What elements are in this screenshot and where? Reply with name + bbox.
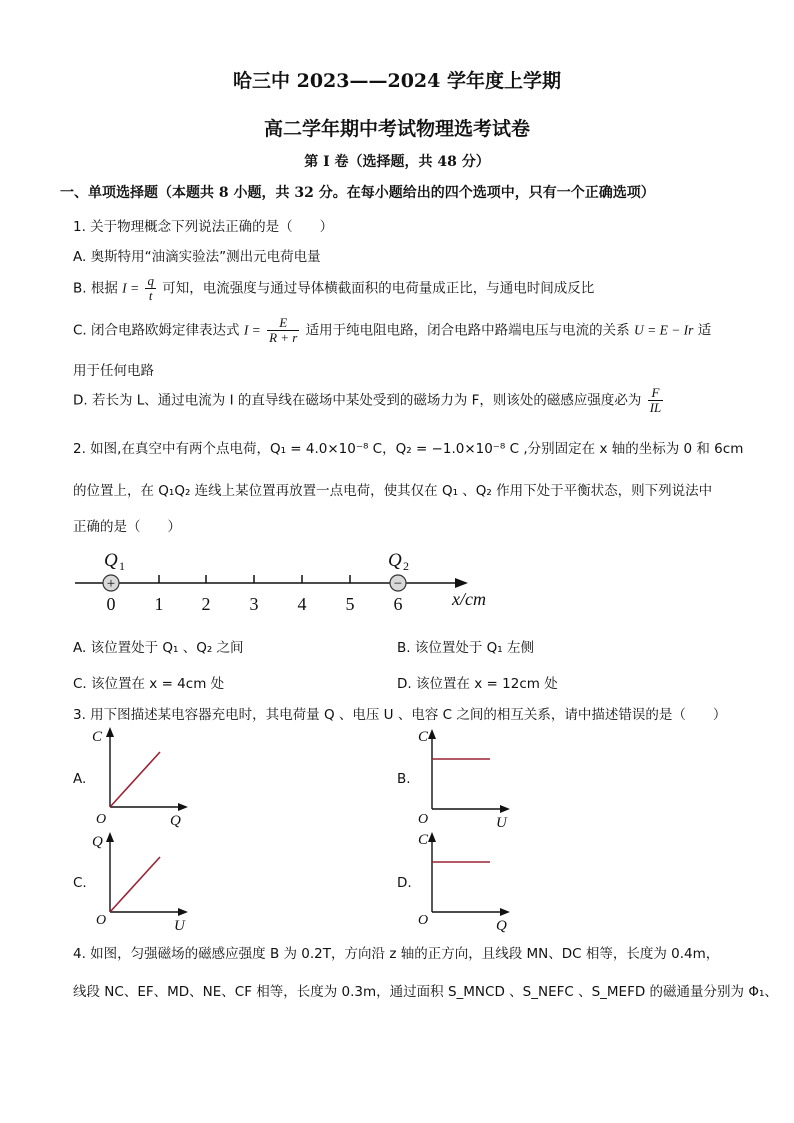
q1-d-numerator: F: [648, 386, 664, 401]
q1-option-d: [73, 386, 665, 415]
charge-q2-subscript: 2: [403, 559, 409, 573]
graph-c-x-label: U: [174, 918, 185, 934]
graph-d-x-label: Q: [496, 918, 507, 934]
q1-option-a: A. 奥斯特用“油滴实验法”测出元电荷电量: [73, 249, 321, 265]
q1-c-denominator: R + r: [269, 330, 298, 345]
q4-stem-line2: 线段 NC、EF、MD、NE、CF 相等，长度为 0.3m，通过面积 S_MNCD 、S_NEFC 、S_MEFD 的磁通量分别为 Φ₁、: [73, 984, 778, 1000]
q1-option-c: [73, 316, 711, 345]
graph-c-y-label: Q: [92, 834, 103, 850]
tick-label-0: 0: [106, 594, 116, 614]
graph-a-curve: [110, 752, 160, 807]
x-axis-arrow: [455, 578, 468, 588]
q2-stem-line1: 2. 如图,在真空中有两个点电荷，Q₁ = 4.0×10⁻⁸ C，Q₂ = −1.0×10⁻⁸ C ,分别固定在 x 轴的坐标为 0 和 6cm: [73, 441, 744, 457]
q1-b-equation: I =: [122, 280, 140, 296]
charge-q1-label: Q: [104, 550, 118, 571]
graph-b-x-label: U: [496, 815, 507, 831]
graph-d-x-arrow: [500, 908, 510, 916]
graph-c-y-arrow: [106, 832, 114, 842]
q1-option-c-prefix: C. 闭合电路欧姆定律表达式: [73, 322, 240, 339]
graph-a-y-label: C: [92, 729, 103, 745]
q3-graph-c: [88, 830, 193, 935]
q1-b-fraction: [145, 274, 156, 303]
q3-graph-b-label: B.: [397, 771, 411, 787]
q4-stem-line1: 4. 如图，匀强磁场的磁感应强度 B 为 0.2T，方向沿 z 轴的正方向，且线段 MN、DC 相等，长度为 0.4m，: [73, 946, 720, 962]
charge-q2-label: Q: [388, 550, 402, 571]
graph-a-y-arrow: [106, 727, 114, 737]
q1-b-denominator: t: [148, 288, 153, 303]
exam-title-school: 哈三中 2023——2024 学年度上学期: [233, 70, 561, 92]
q1-option-b-prefix: B. 根据: [73, 280, 118, 297]
graph-b-x-arrow: [500, 805, 510, 813]
tick-label-3: 3: [249, 594, 259, 614]
q2-option-c: C. 该位置在 x = 4cm 处: [73, 676, 225, 692]
q1-c-fraction: [267, 316, 299, 345]
q1-d-fraction: [648, 386, 664, 415]
q1-c-equation: I =: [243, 322, 261, 338]
q2-stem-line2: 的位置上，在 Q₁Q₂ 连线上某位置再放置一点电荷，使其仅在 Q₁ 、Q₂ 作用下处于平衡状态，则下列说法中: [73, 483, 713, 499]
q1-b-numerator: q: [147, 273, 154, 288]
q3-graph-d: [410, 830, 515, 935]
graph-c-origin-label: O: [96, 913, 107, 928]
q3-graph-b: [410, 727, 515, 832]
exam-title-subject: 高二学年期中考试物理选考试卷: [263, 118, 530, 140]
q1-option-c-continued: 用于任何电路: [73, 363, 154, 379]
q3-graph-c-label: C.: [73, 875, 87, 891]
q1-option-c-suffix: 适: [697, 322, 712, 339]
charge-q1-subscript: 1: [119, 559, 125, 573]
q2-option-a: A. 该位置处于 Q₁ 、Q₂ 之间: [73, 640, 244, 656]
x-axis-unit-label: x/cm: [452, 589, 486, 609]
q1-option-c-middle: 适用于纯电阻电路，闭合电路中路端电压与电流的关系: [305, 322, 630, 339]
q1-c-equation-2: U = E − Ir: [633, 322, 694, 338]
graph-d-origin-label: O: [418, 913, 429, 928]
graph-c-x-arrow: [178, 908, 188, 916]
q3-graph-a-label: A.: [73, 771, 87, 787]
tick-group: [159, 575, 350, 583]
q3-graph-a: [88, 725, 193, 830]
tick-label-2: 2: [201, 594, 211, 614]
graph-b-origin-label: O: [418, 812, 429, 827]
q1-d-denominator: IL: [649, 400, 662, 415]
part-title: 第 I 卷（选择题，共 48 分）: [304, 154, 490, 170]
section-title: 一、单项选择题（本题共 8 小题，共 32 分。在每小题给出的四个选项中，只有一个正确选项）: [60, 185, 655, 201]
q1-option-b-text: 可知，电流强度与通过导体横截面积的电荷量成正比，与通电时间成反比: [162, 280, 595, 297]
q1-stem: 1. 关于物理概念下列说法正确的是（ ）: [73, 219, 334, 235]
q1-option-d-text: D. 若长为 L、通过电流为 I 的直导线在磁场中某处受到的磁场力为 F，则该处的磁感应强度必为: [73, 392, 642, 409]
q2-option-b: B. 该位置处于 Q₁ 左侧: [397, 640, 534, 656]
graph-a-x-arrow: [178, 803, 188, 811]
graph-d-y-label: C: [418, 832, 429, 848]
graph-a-origin-label: O: [96, 812, 107, 827]
q2-option-d: D. 该位置在 x = 12cm 处: [397, 676, 558, 692]
tick-label-6: 6: [393, 594, 403, 614]
q2-stem-line3: 正确的是（ ）: [73, 519, 181, 535]
q3-graph-d-label: D.: [397, 875, 412, 891]
charge-q1-plus-sign: +: [106, 576, 116, 592]
tick-label-1: 1: [154, 594, 164, 614]
graph-d-y-arrow: [428, 832, 436, 842]
tick-label-5: 5: [345, 594, 355, 614]
graph-b-y-arrow: [428, 729, 436, 739]
graph-a-x-label: Q: [170, 813, 181, 829]
charge-q2-minus-sign: −: [393, 576, 403, 592]
graph-b-y-label: C: [418, 729, 429, 745]
q1-c-numerator: E: [267, 316, 299, 331]
q3-stem: 3. 用下图描述某电容器充电时，其电荷量 Q 、电压 U 、电容 C 之间的相互关系，请中描述错误的是（ ）: [73, 707, 727, 723]
q1-option-b: [73, 274, 594, 303]
graph-c-curve: [110, 857, 160, 912]
q2-number-line-figure: [60, 545, 520, 620]
tick-label-4: 4: [297, 594, 307, 614]
